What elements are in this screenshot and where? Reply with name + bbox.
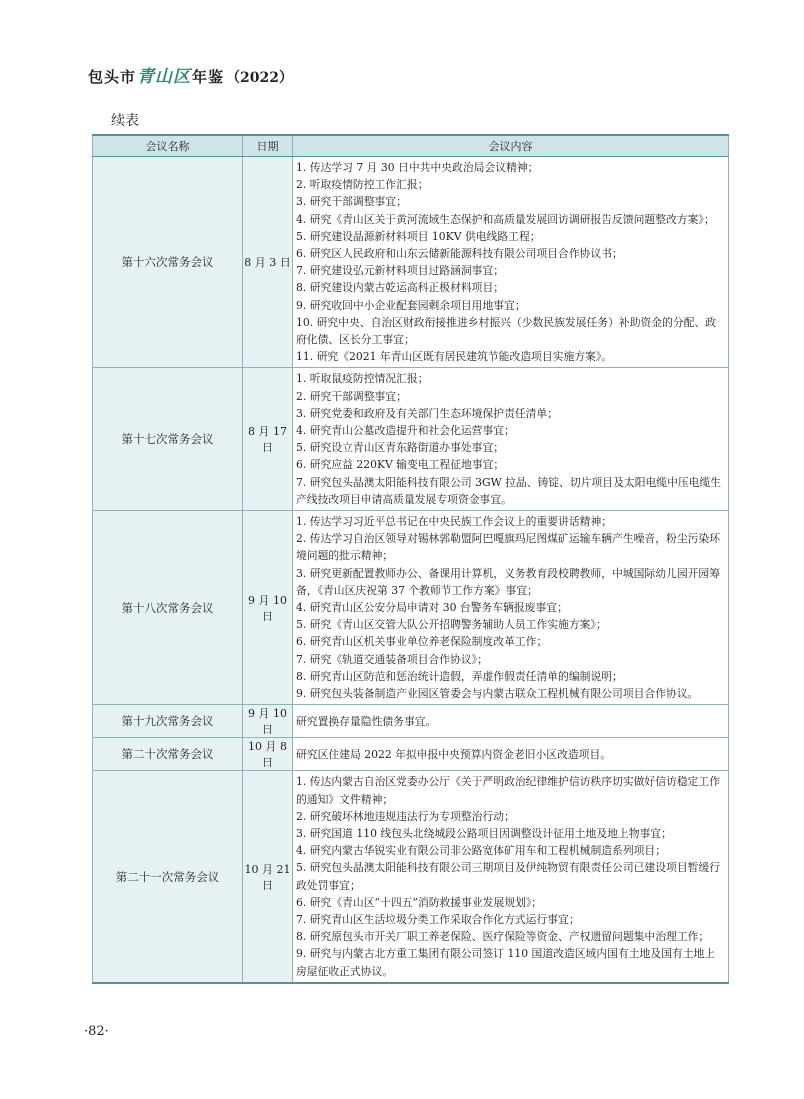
table-row (93, 771, 729, 983)
table-row (93, 511, 729, 705)
table-row (93, 157, 729, 368)
table-row (93, 368, 729, 511)
table-row (93, 705, 729, 738)
page-number: ·82· (84, 1024, 109, 1039)
meeting-name: 第十六次常务会议 (93, 157, 243, 368)
content-item: 8. 研究原包头市开关厂职工养老保险、医疗保险等资金、产权遗留问题集中治理工作； (296, 930, 710, 944)
content-item: 1. 听取鼠疫防控情况汇报； (296, 372, 429, 386)
meeting-name: 第十八次常务会议 (93, 511, 243, 705)
meeting-date: 9 月 10 日 (243, 705, 293, 738)
meeting-content (293, 738, 729, 771)
content-item: 7. 研究青山区生活垃圾分类工作采取合作化方式运行事宜； (296, 912, 580, 926)
content-item: 3. 研究国道 110 线包头北绕城段公路项目因调整设计征用土地及地上物事宜； (296, 826, 672, 840)
meeting-name: 第十七次常务会议 (93, 368, 243, 511)
meeting-table (92, 134, 729, 984)
content-item: 9. 研究收回中小企业配套园剩余项目用地事宜； (296, 298, 526, 312)
meeting-date: 10 月 21 日 (243, 771, 293, 983)
content-item: 8. 研究青山区防范和惩治统计造假，弄虚作假责任清单的编制说明； (296, 669, 623, 683)
meeting-content (293, 511, 729, 705)
content-item: 2. 研究破坏林地违规违法行为专项整治行动； (296, 809, 515, 823)
content-item: 11. 研究《2021 年青山区既有居民建筑节能改造项目实施方案》。 (296, 350, 613, 364)
content-item: 8. 研究建设内蒙古乾运高科正极材料项目； (296, 281, 505, 295)
meeting-date: 9 月 10 日 (243, 511, 293, 705)
content-item: 1. 传达学习 7 月 30 日中共中央政治局会议精神； (296, 161, 539, 174)
content-item: 2. 研究干部调整事宜； (296, 389, 407, 403)
column-header-content: 会议内容 (293, 135, 729, 157)
continued-label: 续表 (111, 113, 139, 129)
content-item: 7. 研究包头晶澳太阳能科技有限公司 3GW 拉晶、铸锭、切片项目及太阳电缆中压电缆生产线技改项目申请高质量发展专项资金事宜。 (296, 475, 722, 506)
content-item: 7. 研究《轨道交通装备项目合作协议》； (296, 652, 488, 666)
table-row (93, 738, 729, 771)
column-header-date: 日期 (243, 135, 293, 157)
content-item: 2. 传达学习自治区领导对锡林郭勒盟阿巴嘎旗玛尼图煤矿运输车辆产生噪音，粉尘污染环境问题的批示精神； (296, 532, 721, 563)
content-item: 4. 研究青山公墓改造提升和社会化运营事宜； (296, 424, 515, 438)
table-header-row (93, 135, 729, 157)
content-item: 9. 研究包头装备制造产业园区管委会与内蒙古联众工程机械有限公司项目合作协议。 (296, 687, 699, 701)
running-header (88, 62, 293, 88)
content-item: 5. 研究包头晶澳太阳能科技有限公司三期项目及伊纯物贸有限责任公司已建设项目暂缓行政处罚事宜； (296, 861, 721, 892)
meeting-content (293, 368, 729, 511)
content-item: 10. 研究中央、自治区财政衔接推进乡村振兴（少数民族发展任务）补助资金的分配、政府化债、区长分工事宜； (296, 315, 717, 347)
content-item: 4. 研究《青山区关于黄河流域生态保护和高质量发展回访调研报告反馈问题整改方案》； (296, 212, 715, 226)
meeting-date: 10 月 8 日 (243, 738, 293, 771)
content-item: 1. 传达学习习近平总书记在中央民族工作会议上的重要讲话精神； (296, 515, 613, 529)
content-item: 6. 研究区人民政府和山东云储新能源科技有限公司项目合作协议书； (296, 247, 623, 261)
meeting-content (293, 705, 729, 738)
header-yearbook: 年鉴 (192, 68, 225, 86)
meeting-date: 8 月 3 日 (243, 157, 293, 368)
column-header-name: 会议名称 (93, 135, 243, 157)
content-item: 研究区住建局 2022 年拟申报中央预算内资金老旧小区改造项目。 (296, 747, 612, 761)
content-item: 2. 听取疫情防控工作汇报； (296, 178, 429, 192)
header-district: 青山区 (137, 67, 192, 87)
content-item: 4. 研究内蒙古华锐实业有限公司非公路宽体矿用车和工程机械制造系列项目； (296, 844, 667, 858)
content-item: 4. 研究青山区公安分局申请对 30 台警务车辆报废事宜； (296, 601, 568, 615)
header-year: （2022） (226, 70, 293, 86)
meeting-name: 第二十次常务会议 (93, 738, 243, 771)
content-item: 6. 研究应益 220KV 输变电工程征地事宜； (296, 458, 505, 472)
meeting-content (293, 771, 729, 983)
content-item: 5. 研究设立青山区青东路街道办事处事宜； (296, 441, 505, 455)
content-item: 3. 研究党委和政府及有关部门生态环境保护责任清单； (296, 406, 559, 420)
meeting-content (293, 157, 729, 368)
content-item: 5. 研究建设晶源新材料项目 10KV 供电线路工程； (296, 229, 541, 243)
content-item: 研究置换存量隐性债务事宜。 (296, 714, 437, 728)
header-city: 包头市 (88, 68, 137, 86)
content-item: 3. 研究干部调整事宜； (296, 195, 407, 209)
meeting-name: 第十九次常务会议 (93, 705, 243, 738)
meeting-name: 第二十一次常务会议 (93, 771, 243, 983)
content-item: 5. 研究《青山区交管大队公开招聘警务辅助人员工作实施方案》； (296, 618, 607, 632)
content-item: 3. 研究更新配置教师办公、备课用计算机，义务教育段校聘教师，中城国际幼儿园开园筹备，《青山区庆祝第 37 个教师节工作方案》事宜； (296, 566, 721, 597)
meeting-date: 8 月 17 日 (243, 368, 293, 511)
content-item: 7. 研究建设弘元新材料项目过路涵洞事宜； (296, 264, 505, 278)
content-item: 1. 传达内蒙古自治区党委办公厅《关于严明政治纪律维护信访秩序切实做好信访稳定工作的通知》文件精神； (296, 775, 721, 806)
content-item: 6. 研究《青山区“十四五”消防救援事业发展规划》； (296, 895, 543, 909)
content-item: 9. 研究与内蒙古北方重工集团有限公司签订 110 国道改造区域内国有土地及国有土地上房屋征收正式协议。 (296, 947, 716, 978)
content-item: 6. 研究青山区机关事业单位养老保险制度改革工作； (296, 635, 548, 649)
